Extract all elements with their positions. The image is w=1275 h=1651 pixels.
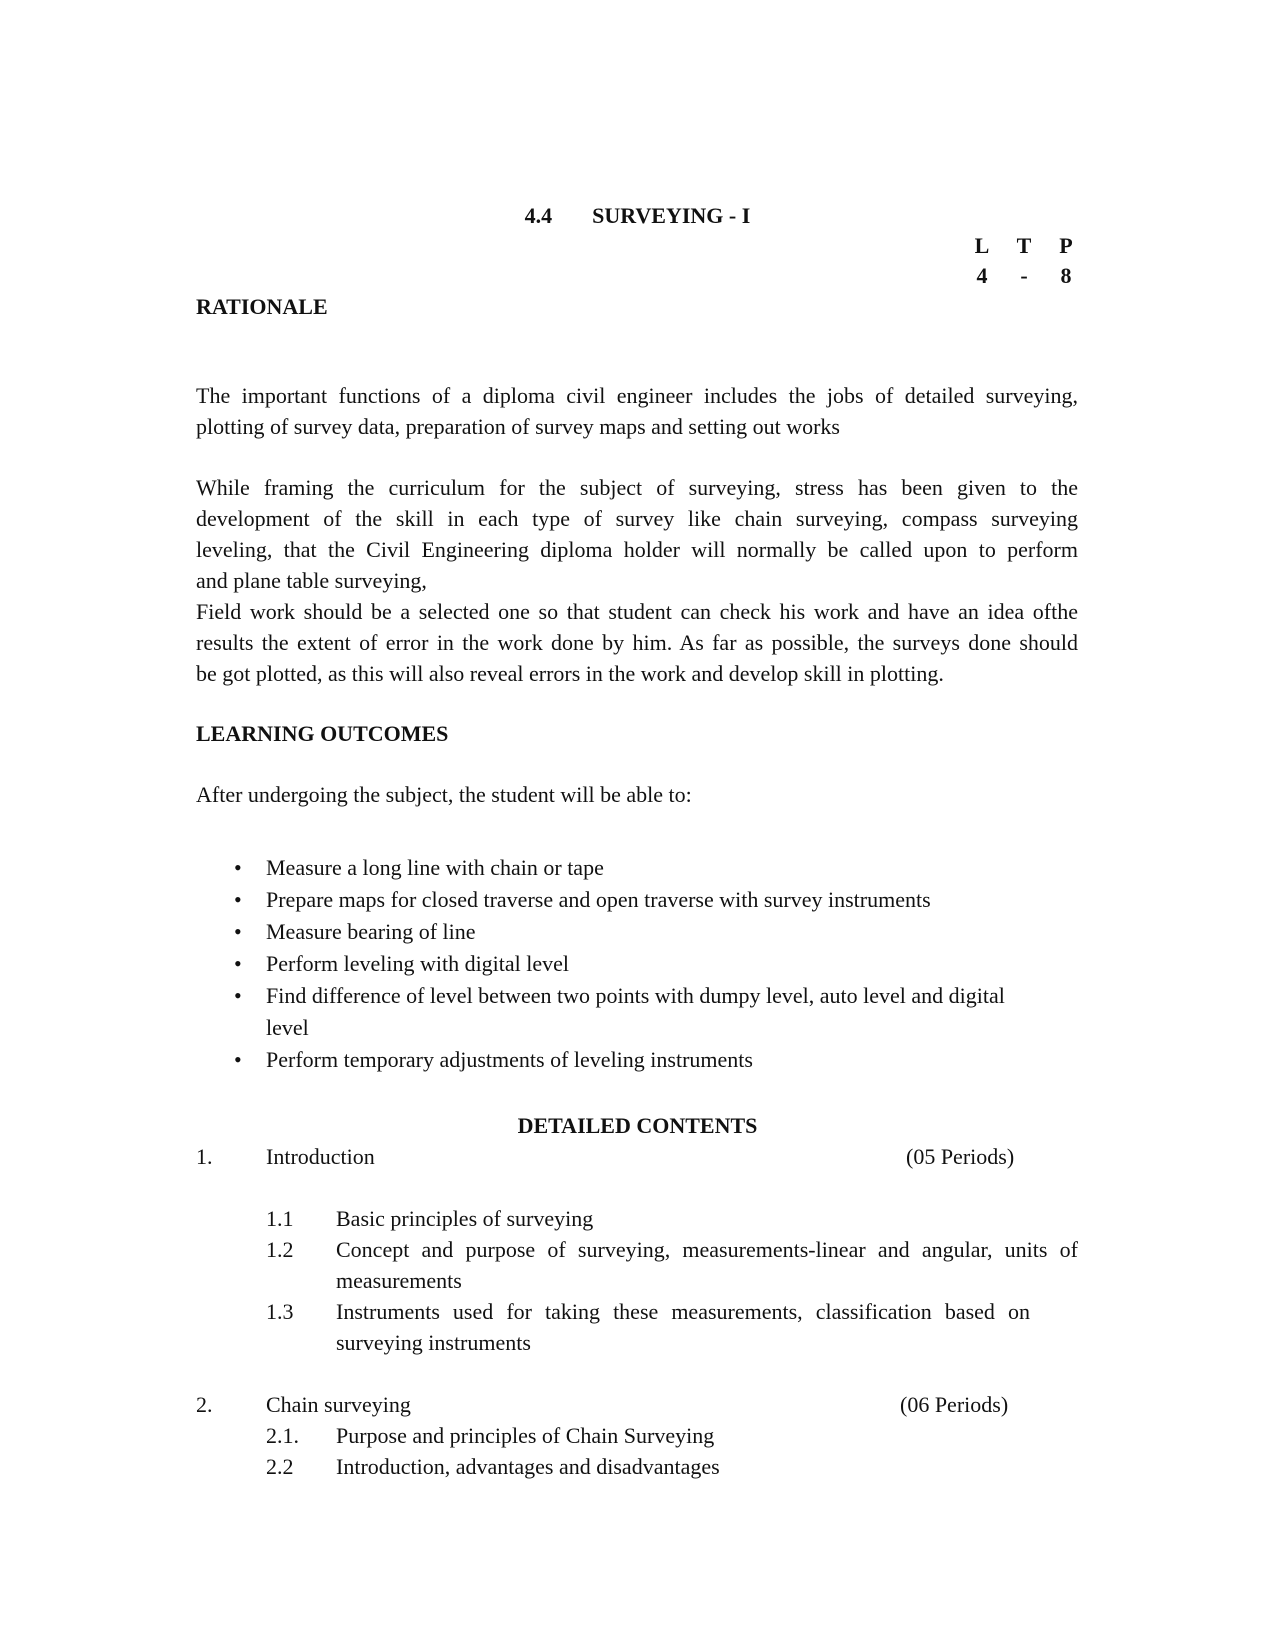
unit-periods: (05 Periods) — [906, 1144, 1015, 1169]
paragraph-line: leveling, that the Civil Engineering diploma holder will normally be called upon to perform — [196, 537, 1078, 562]
bullet-icon: • — [234, 951, 242, 976]
list-item — [196, 980, 1046, 1044]
paragraph-line: Field work should be a selected one so that student can check his work and have an idea ofthe — [196, 599, 1078, 624]
topic-text — [336, 1203, 1078, 1234]
ltp-label-l: L — [974, 233, 990, 258]
ltp-value-l: 4 — [976, 263, 988, 288]
paragraph-line: While framing the curriculum for the subject of surveying, stress has been given to the — [196, 475, 1078, 500]
list-item-text: Perform temporary adjustments of leveling instruments — [266, 1047, 753, 1072]
bullet-icon: • — [234, 855, 242, 880]
topic-line: Introduction, advantages and disadvantages — [336, 1454, 720, 1479]
topic-line: Purpose and principles of Chain Surveying — [336, 1423, 715, 1448]
list-item — [196, 948, 1096, 980]
unit-number: 2. — [196, 1392, 213, 1417]
topic-line: surveying instruments — [336, 1330, 531, 1355]
list-item-text: Perform leveling with digital level — [266, 951, 570, 976]
list-item — [196, 884, 1096, 916]
topic-line: Basic principles of surveying — [336, 1206, 594, 1231]
paragraph-line: results the extent of error in the work done by him. As far as possible, the surveys done should — [196, 630, 1078, 655]
subject-title: SURVEYING - I — [592, 203, 751, 228]
learning-outcomes-list — [196, 852, 1096, 1076]
topic-text — [336, 1296, 1030, 1358]
unit-title: Introduction — [266, 1144, 375, 1169]
topic-number: 2.1. — [266, 1423, 299, 1448]
unit-number: 1. — [196, 1144, 213, 1169]
list-item-text: Find difference of level between two points with dumpy level, auto level and digital level — [266, 983, 1005, 1040]
bullet-icon: • — [234, 887, 242, 912]
unit-title: Chain surveying — [266, 1392, 411, 1417]
rationale-paragraph-1 — [196, 380, 1078, 442]
list-item-text: Measure a long line with chain or tape — [266, 855, 604, 880]
topic-number: 1.2 — [266, 1237, 294, 1262]
paragraph-line: The important functions of a diploma civil engineer includes the jobs of detailed surveying, — [196, 383, 1078, 408]
page-title — [0, 201, 1275, 231]
list-item — [196, 852, 1096, 884]
topic-number: 1.1 — [266, 1206, 294, 1231]
unit-periods: (06 Periods) — [900, 1392, 1009, 1417]
learning-outcomes-heading: LEARNING OUTCOMES — [196, 721, 449, 746]
topic-text — [336, 1451, 1078, 1482]
ltp-label-t: T — [1016, 233, 1032, 258]
ltp-value-t: - — [1020, 263, 1028, 288]
learning-outcomes-intro: After undergoing the subject, the student will be able to: — [196, 782, 692, 807]
list-item — [196, 916, 1096, 948]
topic-line: Concept and purpose of surveying, measurements-linear and angular, units of — [336, 1237, 1078, 1262]
ltp-label-p: P — [1059, 233, 1073, 258]
list-item-text: Measure bearing of line — [266, 919, 476, 944]
ltp-value-p: 8 — [1060, 263, 1072, 288]
topic-line: Instruments used for taking these measurements, classification based on — [336, 1299, 1030, 1324]
topic-number: 1.3 — [266, 1299, 294, 1324]
rationale-paragraph-2 — [196, 472, 1078, 689]
topic-line: measurements — [336, 1268, 462, 1293]
rationale-heading: RATIONALE — [196, 294, 328, 319]
list-item — [196, 1044, 1096, 1076]
topic-text — [336, 1234, 1078, 1296]
topic-text — [336, 1420, 1078, 1451]
bullet-icon: • — [234, 983, 242, 1008]
topic-number: 2.2 — [266, 1454, 294, 1479]
paragraph-line: be got plotted, as this will also reveal errors in the work and develop skill in plotting. — [196, 661, 944, 686]
ltp-labels — [970, 231, 1078, 261]
section-number: 4.4 — [524, 203, 553, 228]
paragraph-line: plotting of survey data, preparation of survey maps and setting out works — [196, 414, 840, 439]
bullet-icon: • — [234, 1047, 242, 1072]
list-item-text: Prepare maps for closed traverse and open traverse with survey instruments — [266, 887, 931, 912]
detailed-contents-heading: DETAILED CONTENTS — [517, 1113, 758, 1138]
paragraph-line: development of the skill in each type of survey like chain surveying, compass surveying — [196, 506, 1078, 531]
ltp-values — [970, 261, 1078, 291]
paragraph-line: and plane table surveying, — [196, 568, 427, 593]
bullet-icon: • — [234, 919, 242, 944]
